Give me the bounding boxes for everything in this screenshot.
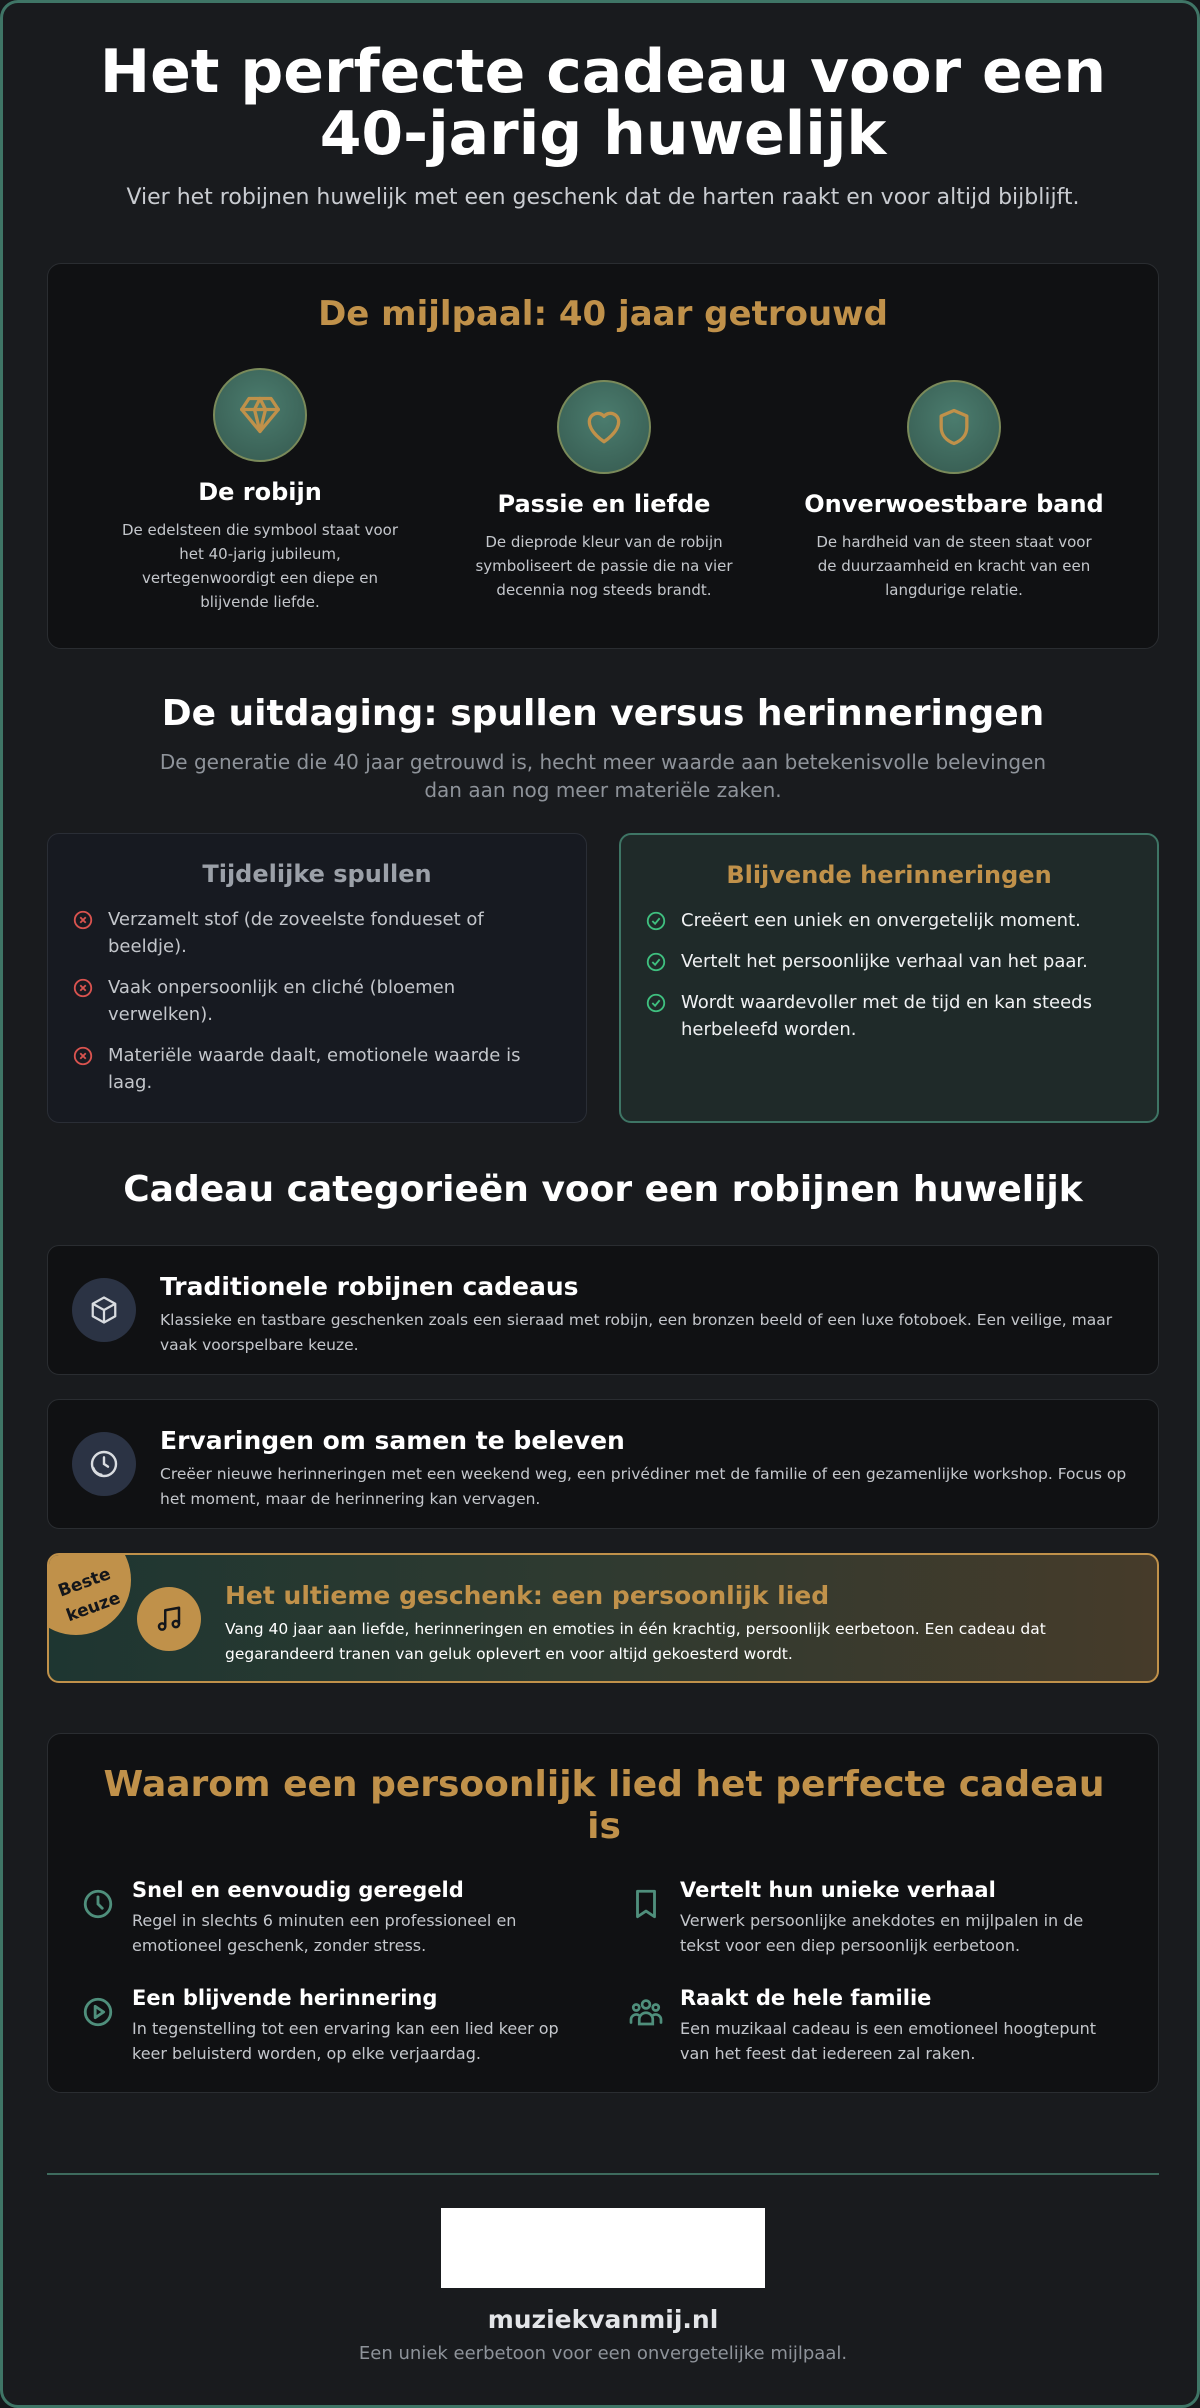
category-personal-song xyxy=(47,1553,1159,1683)
x-circle-icon xyxy=(72,909,94,931)
play-circle-icon xyxy=(80,1994,116,2030)
page-title: Het perfecte cadeau voor een 40-jarig huwelijk xyxy=(99,37,1107,169)
list-item-text: Creëert een uniek en onvergetelijk moment. xyxy=(681,910,1081,931)
category-traditional xyxy=(47,1245,1159,1375)
category-desc: Creëer nieuwe herinneringen met een weekend weg, een privédiner met de familie of een gezamenlijke workshop. Focus op het moment, maar de herinnering kan vervagen. xyxy=(160,1465,1127,1508)
footer-brand[interactable]: muziekvanmij.nl xyxy=(487,2305,719,2334)
footer-tagline: Een uniek eerbetoon voor een onvergetelijke mijlpaal. xyxy=(358,2343,848,2364)
clock-icon xyxy=(72,1432,136,1496)
list-item xyxy=(72,974,562,1028)
list-item xyxy=(72,906,562,960)
why-item-desc: Regel in slechts 6 minuten een professioneel en emotioneel geschenk, zonder stress. xyxy=(132,1911,517,1955)
page-subtitle: Vier het robijnen huwelijk met een geschenk dat de harten raakt en voor altijd bijblijft. xyxy=(126,185,1080,210)
list-item xyxy=(72,1042,562,1096)
best-choice-label: Beste keuze xyxy=(55,1564,124,1627)
shield-icon xyxy=(907,380,1001,474)
list-item-text: Wordt waardevoller met de tijd en kan steeds herbeleefd worden. xyxy=(681,992,1092,1040)
milestone-item-bond xyxy=(804,380,1104,602)
logo[interactable] xyxy=(441,2208,765,2288)
why-item-desc: In tegenstelling tot een ervaring kan een lied keer op keer beluisterd worden, op elke verjaardag. xyxy=(132,2019,559,2063)
category-desc: Klassieke en tastbare geschenken zoals een sieraad met robijn, een bronzen beeld of een luxe fotoboek. Een veilige, maar vaak voorspelbare keuze. xyxy=(160,1311,1113,1354)
bookmark-icon xyxy=(628,1886,664,1922)
why-item-title: Snel en eenvoudig geregeld xyxy=(132,1878,464,1902)
why-card xyxy=(47,1733,1159,2093)
milestone-card xyxy=(47,263,1159,649)
x-circle-icon xyxy=(72,1045,94,1067)
box-icon xyxy=(72,1278,136,1342)
lasting-memories-card xyxy=(619,833,1159,1123)
category-title: Het ultieme geschenk: een persoonlijk lied xyxy=(225,1581,830,1610)
list-item-text: Vertelt het persoonlijke verhaal van het paar. xyxy=(681,951,1088,972)
lasting-memories-title: Blijvende herinneringen xyxy=(726,861,1052,889)
why-item-desc: Verwerk persoonlijke anekdotes en mijlpalen in de tekst voor een diep persoonlijk eerbetoon. xyxy=(680,1911,1084,1955)
category-desc: Vang 40 jaar aan liefde, herinneringen en emoties in één krachtig, persoonlijk eerbetoon. Een cadeau dat gegarandeerd tranen van geluk oplevert en voor altijd gekoesterd wordt. xyxy=(225,1620,1046,1663)
heart-icon xyxy=(557,380,651,474)
list-item-text: Materiële waarde daalt, emotionele waarde is laag. xyxy=(108,1045,521,1093)
milestone-item-title: Onverwoestbare band xyxy=(804,490,1104,518)
check-circle-icon xyxy=(645,992,667,1014)
milestone-item-desc: De edelsteen die symbool staat voor het 40-jarig jubileum, vertegenwoordigt een diepe en blijvende liefde. xyxy=(121,521,399,611)
why-item-desc: Een muzikaal cadeau is een emotioneel hoogtepunt van het feest dat iedereen zal raken. xyxy=(680,2019,1097,2063)
clock-icon xyxy=(80,1886,116,1922)
challenge-desc: De generatie die 40 jaar getrouwd is, hecht meer waarde aan betekenisvolle belevingen dan aan nog meer materiële zaken. xyxy=(159,750,1047,802)
list-item-text: Vaak onpersoonlijk en cliché (bloemen verwelken). xyxy=(108,977,456,1025)
best-choice-badge xyxy=(47,1553,131,1635)
diamond-icon xyxy=(213,368,307,462)
temporary-items-card xyxy=(47,833,587,1123)
category-title: Traditionele robijnen cadeaus xyxy=(160,1272,579,1301)
footer-divider xyxy=(47,2173,1159,2175)
hero xyxy=(3,37,1200,210)
milestone-item-ruby xyxy=(110,368,410,614)
category-title: Ervaringen om samen te beleven xyxy=(160,1426,625,1455)
milestone-item-passion xyxy=(454,380,754,602)
categories-heading: Cadeau categorieën voor een robijnen huwelijk xyxy=(123,1169,1083,1210)
why-heading: Waarom een persoonlijk lied het perfecte cadeau is xyxy=(103,1764,1105,1847)
list-item xyxy=(645,989,1133,1043)
music-note-icon xyxy=(137,1587,201,1651)
list-item xyxy=(645,907,1133,934)
milestone-item-title: De robijn xyxy=(198,478,322,506)
milestone-item-desc: De hardheid van de steen staat voor de duurzaamheid en kracht van een langdurige relatie. xyxy=(816,533,1092,599)
category-experiences xyxy=(47,1399,1159,1529)
why-item-title: Vertelt hun unieke verhaal xyxy=(680,1878,996,1902)
list-item-text: Verzamelt stof (de zoveelste fondueset of beeldje). xyxy=(108,909,484,957)
why-item-title: Raakt de hele familie xyxy=(680,1986,932,2010)
users-icon xyxy=(628,1994,664,2030)
challenge-section xyxy=(3,693,1200,804)
milestone-heading: De mijlpaal: 40 jaar getrouwd xyxy=(318,294,888,334)
temporary-items-title: Tijdelijke spullen xyxy=(202,860,432,888)
why-item-title: Een blijvende herinnering xyxy=(132,1986,438,2010)
check-circle-icon xyxy=(645,910,667,932)
check-circle-icon xyxy=(645,951,667,973)
milestone-item-title: Passie en liefde xyxy=(497,490,711,518)
challenge-heading: De uitdaging: spullen versus herinneringen xyxy=(161,693,1045,734)
x-circle-icon xyxy=(72,977,94,999)
milestone-item-desc: De dieprode kleur van de robijn symboliseert de passie die na vier decennia nog steeds brandt. xyxy=(475,533,733,599)
categories-section xyxy=(3,1169,1200,1210)
list-item xyxy=(645,948,1133,975)
